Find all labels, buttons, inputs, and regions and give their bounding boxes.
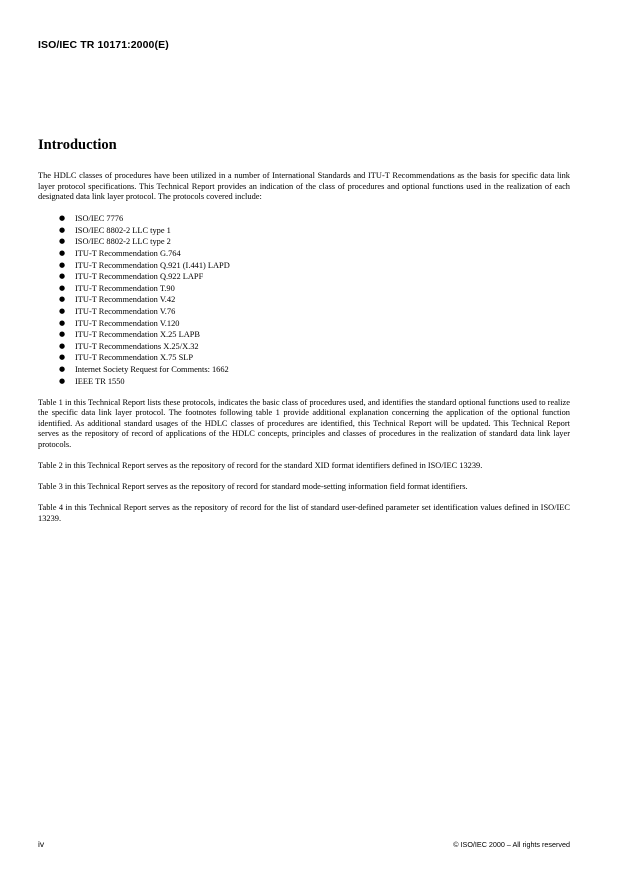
list-item	[38, 364, 570, 376]
bullet-icon: ●	[59, 307, 66, 316]
document-header: ISO/IEC TR 10171:2000(E)	[38, 39, 169, 51]
list-item-text: ISO/IEC 8802-2 LLC type 2	[75, 237, 171, 247]
bullet-icon: ●	[59, 214, 66, 223]
bullet-icon: ●	[59, 365, 66, 373]
bullet-icon: ●	[59, 376, 66, 385]
list-item	[38, 260, 570, 272]
bullet-icon: ●	[59, 295, 66, 304]
bullet-icon: ●	[59, 341, 66, 350]
page-number: iv	[38, 839, 45, 849]
bullet-icon: ●	[59, 283, 66, 292]
intro-paragraph: The HDLC classes of procedures have been utilized in a number of International Standards and ITU-T Recommendations as the basis for specific data link layer protocol specifications. This Technical Report provides an indication of the class of procedures and optional functions used in the realization of each designated data link layer protocol. The protocols covered include:	[38, 171, 570, 202]
table1-paragraph: Table 1 in this Technical Report lists these protocols, indicates the basic class of procedures used, and identifies the standard optional functions used to realize the specific data link layer protocol. The footnotes following table 1 provide additional explanation concerning the application of the optional function identified. As additional standard usages of the HDLC classes of procedures are identified, this Technical Report will be updated. This Technical Report serves as the repository of record of applications of the HDLC concepts, principles and classes of procedures in the realization of standard data link layer protocols.	[38, 397, 570, 450]
list-item-text: ITU-T Recommendation V.76	[75, 307, 176, 317]
copyright-notice: © ISO/IEC 2000 – All rights reserved	[453, 840, 570, 849]
bullet-icon: ●	[59, 353, 66, 362]
table2-paragraph: Table 2 in this Technical Report serves as the repository of record for the standard XID format identifiers defined in ISO/IEC 13239.	[38, 461, 483, 471]
list-item	[38, 283, 570, 295]
bullet-icon: ●	[59, 330, 66, 339]
table4-paragraph: Table 4 in this Technical Report serves as the repository of record for the list of standard user-defined parameter set identification values defined in ISO/IEC 13239.	[38, 503, 570, 523]
list-item-text: Internet Society Request for Comments: 1662	[75, 365, 229, 374]
list-item-text: ITU-T Recommendation V.42	[75, 295, 176, 305]
list-item-text: ISO/IEC 8802-2 LLC type 1	[75, 225, 171, 235]
list-item	[38, 236, 570, 248]
list-item	[38, 329, 570, 341]
list-item-text: ITU-T Recommendation G.764	[75, 249, 181, 259]
list-item-text: ITU-T Recommendation V.120	[75, 318, 180, 328]
list-item	[38, 376, 570, 388]
list-item-text: ISO/IEC 7776	[75, 214, 124, 224]
bullet-icon: ●	[59, 237, 66, 246]
list-item-text: ITU-T Recommendation X.25 LAPB	[75, 330, 200, 340]
list-item	[38, 213, 570, 225]
list-item	[38, 341, 570, 353]
bullet-icon: ●	[59, 249, 66, 258]
list-item-text: ITU-T Recommendations X.25/X.32	[75, 341, 199, 351]
section-title: Introduction	[38, 137, 117, 153]
table3-paragraph: Table 3 in this Technical Report serves as the repository of record for standard mode-setting information field format identifiers.	[38, 482, 468, 492]
list-item-text: ITU-T Recommendation Q.922 LAPF	[75, 272, 204, 282]
list-item	[38, 248, 570, 260]
bullet-icon: ●	[59, 225, 66, 234]
list-item	[38, 271, 570, 283]
bullet-icon: ●	[59, 272, 66, 281]
list-item	[38, 225, 570, 237]
list-item	[38, 306, 570, 318]
list-item-text: ITU-T Recommendation X.75 SLP	[75, 353, 194, 363]
list-item	[38, 352, 570, 364]
list-item	[38, 294, 570, 306]
list-item	[38, 318, 570, 330]
list-item-text: ITU-T Recommendation Q.921 (I.441) LAPD	[75, 260, 230, 270]
bullet-icon: ●	[59, 318, 66, 327]
list-item-text: IEEE TR 1550	[75, 376, 125, 386]
bullet-icon: ●	[59, 260, 66, 269]
protocol-list	[38, 213, 570, 387]
document-body	[38, 171, 570, 535]
list-item-text: ITU-T Recommendation T.90	[75, 283, 175, 293]
